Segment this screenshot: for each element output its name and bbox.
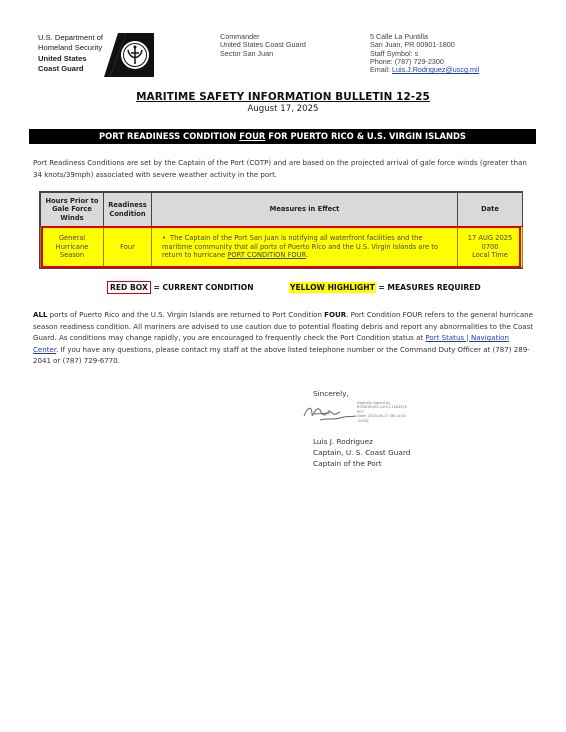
coast-guard-logo bbox=[104, 33, 154, 77]
cell-hours: General Hurricane Season bbox=[41, 227, 104, 268]
signer-rank: Captain, U. S. Coast Guard bbox=[313, 448, 411, 457]
banner-pre: PORT READINESS CONDITION bbox=[99, 131, 240, 141]
digital-signature bbox=[357, 401, 407, 423]
banner-emph: FOUR bbox=[239, 131, 266, 141]
signature-scrawl bbox=[300, 400, 358, 424]
signer-name: Luis J. Rodriguez bbox=[313, 437, 373, 446]
condition-banner bbox=[29, 129, 536, 144]
sincerely: Sincerely, bbox=[313, 389, 349, 398]
table-header-row bbox=[41, 193, 523, 227]
date-line1: 17 AUG 2025 bbox=[467, 234, 513, 243]
yellow-label: YELLOW HIGHLIGHT bbox=[290, 283, 375, 292]
signature-block bbox=[313, 436, 410, 469]
address-line2: San Juan, PR 00901-1800 bbox=[370, 40, 455, 50]
header-condition: Readiness Condition bbox=[104, 193, 152, 227]
email-line bbox=[370, 66, 479, 74]
legend-red-box bbox=[107, 283, 254, 292]
contact-block bbox=[370, 33, 479, 74]
command-line3: Sector San Juan bbox=[220, 48, 274, 58]
body-paragraph bbox=[33, 309, 533, 367]
banner-post: FOR PUERTO RICO & U.S. VIRGIN ISLANDS bbox=[265, 131, 466, 141]
date-line2: 0700 bbox=[481, 242, 499, 251]
date-line3: Local Time bbox=[472, 251, 508, 260]
command-line1: Commander bbox=[220, 32, 260, 41]
bullet-icon: • bbox=[162, 234, 166, 243]
digital-line5: -04'00' bbox=[357, 418, 370, 423]
body-text-3: . If you have any questions, please contact my staff at the above listed telephone number or the Command Duty Officer at (787) 289-2041 or (787) 729-6770. bbox=[33, 344, 530, 365]
header-hours: Hours Prior to Gale Force Winds bbox=[41, 193, 104, 227]
agency-line1: U.S. Department of bbox=[38, 33, 103, 42]
digital-line2: RODRIGUEZ.LUIS.J.1184470 bbox=[357, 405, 408, 410]
body-four: FOUR bbox=[324, 310, 347, 319]
phone: Phone: (787) 729-2300 bbox=[370, 56, 444, 66]
bulletin-date: August 17, 2025 bbox=[247, 104, 319, 114]
agency-line3: United States bbox=[38, 54, 87, 63]
current-condition-box bbox=[41, 226, 521, 268]
agency-block bbox=[38, 33, 103, 73]
digital-line4: Date: 2025.08.17 06:14:04 bbox=[357, 414, 406, 419]
email-link[interactable]: Luis.J.Rodriguez@uscg.mil bbox=[391, 65, 480, 75]
header-measures: Measures in Effect bbox=[152, 193, 458, 227]
agency-line4: Coast Guard bbox=[38, 63, 84, 73]
command-block bbox=[220, 33, 306, 58]
command-line2: United States Coast Guard bbox=[220, 40, 306, 50]
red-box-text: = CURRENT CONDITION bbox=[150, 283, 254, 292]
bulletin-title: MARITIME SAFETY INFORMATION BULLETIN 12-25 bbox=[136, 91, 430, 103]
body-text-1: ports of Puerto Rico and the U.S. Virgin Islands are returned to Port Condition bbox=[47, 310, 325, 319]
port-condition-link[interactable]: PORT CONDITION FOUR bbox=[227, 251, 306, 260]
header-date: Date bbox=[458, 193, 523, 227]
intro-paragraph: Port Readiness Conditions are set by the Captain of the Port (COTP) and are based on the projected arrival of gale force winds (greater than 34 knots/39mph) associated with severe weather activity in the port. bbox=[33, 158, 527, 179]
red-box-label: RED BOX bbox=[107, 281, 151, 294]
cell-condition: Four bbox=[104, 227, 152, 268]
agency-line2: Homeland Security bbox=[38, 42, 103, 52]
digital-line3: 907 bbox=[357, 409, 364, 414]
measures-end: . bbox=[305, 251, 309, 260]
body-all: ALL bbox=[33, 310, 48, 319]
staff-symbol: Staff Symbol: s bbox=[370, 48, 419, 58]
digital-line1: Digitally signed by bbox=[357, 401, 391, 405]
body-text-2: . Port Condition FOUR refers to the general hurricane season readiness condition. All mariners are advised to use caution due to potential floating debris and report any abnormalities to the Coast Guard. As conditions may change rapidly, you are encouraged to frequently check the Port Condition status at bbox=[33, 310, 534, 342]
measures-text: The Captain of the Port San Juan is notifying all waterfront facilities and the maritime community that all ports of Puerto Rico and the U.S. Virgin Islands are to return to hurricane bbox=[162, 234, 438, 260]
signer-role: Captain of the Port bbox=[313, 459, 382, 468]
address-line1: 5 Calle La Puntilla bbox=[370, 32, 428, 41]
port-status-link[interactable]: Port Status | Navigation Center bbox=[33, 333, 509, 354]
email-label: Email: bbox=[370, 65, 392, 75]
yellow-text: = MEASURES REQUIRED bbox=[375, 283, 481, 292]
legend-yellow bbox=[289, 283, 481, 292]
